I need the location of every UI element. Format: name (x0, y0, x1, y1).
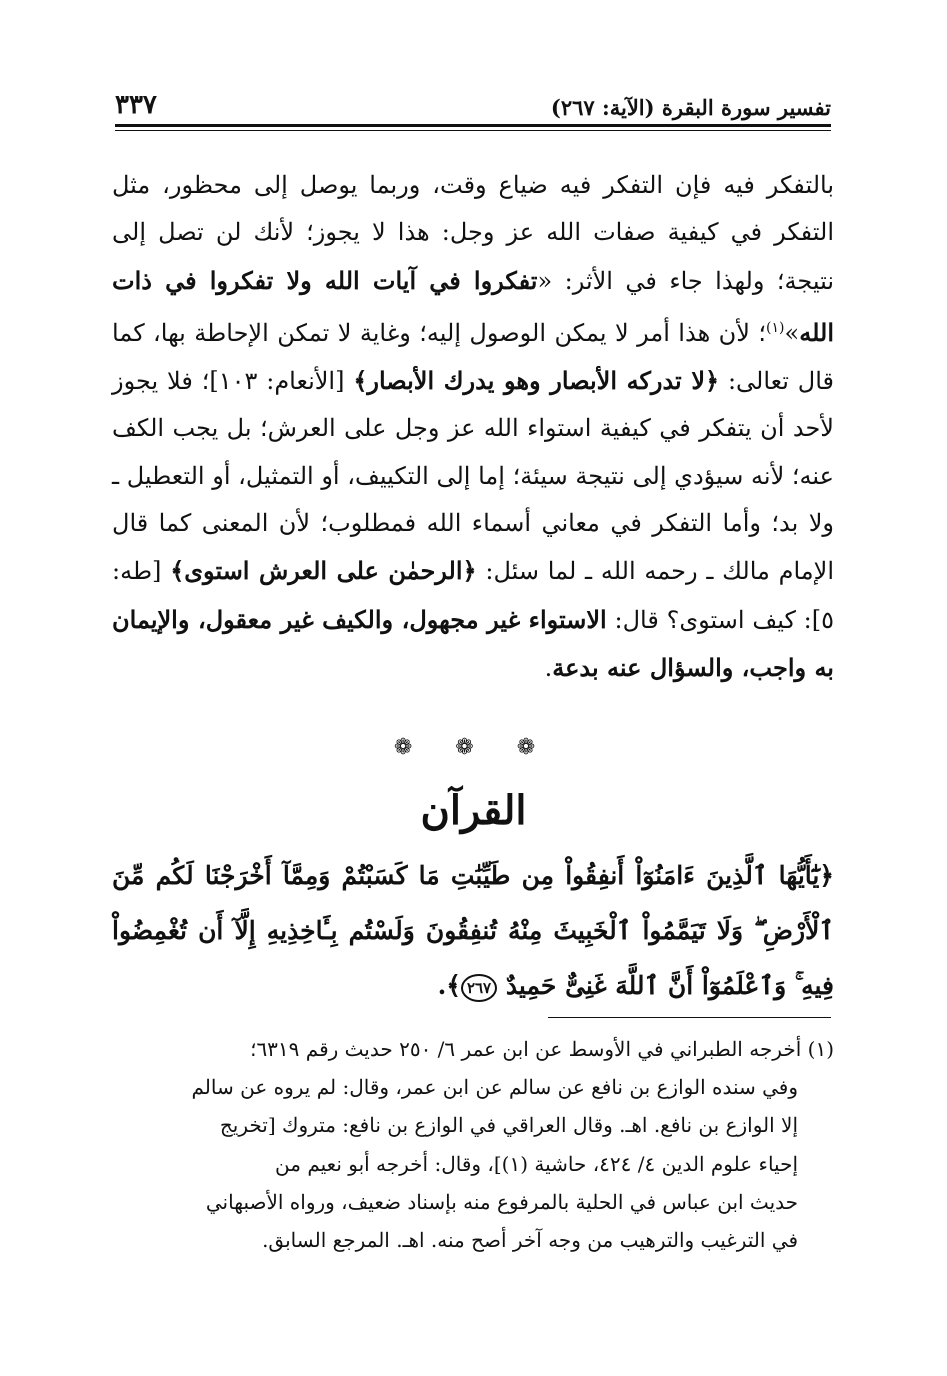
text-run: » (784, 318, 800, 347)
text-run: [الأنعام: ١٠٣]؛ فلا يجوز لأحد أن يتفكر في كيفية استواء الله عز وجل على العرش؛ بل يجب الكف عنه؛ لأنه سيؤدي إلى نتيجة سيئة؛ إما إلى التكييف، أو التمثيل، أو التعطيل ـ ولا بد؛ وأما التفكر في معاني أسماء الله فمطلوب؛ لأن المعنى كما قال الإمام مالك ـ رحمه الله ـ لما سئل: (112, 367, 835, 586)
quran-verse (112, 848, 834, 1013)
footnote-line: في الترغيب والترهيب من وجه آخر أصح منه. اهـ. المرجع السابق. (262, 1228, 798, 1253)
section-heading: القرآن (420, 787, 527, 834)
ayah-number-marker: ٢٦٧ (461, 974, 497, 1002)
footnotes (112, 1030, 834, 1259)
verse-quote-anam: ﴿لا تدركه الأبصار وهو يدرك الأبصار﴾ (353, 366, 720, 396)
verse-close: ﴾. (437, 971, 461, 1000)
page-header (115, 80, 831, 120)
header-rule (115, 124, 831, 127)
section-separator: ❁ ❁ ❁ (393, 735, 554, 760)
verse-text: ﴿يَٰٓأَيُّهَا ٱلَّذِينَ ءَامَنُوٓاْ أَنفِقُواْ مِن طَيِّبَٰتِ مَا كَسَبْتُمْ وَمِمَّآ أَخْرَجْنَا لَكُم مِّنَ ٱلْأَرْضِ ۖ وَلَا تَيَمَّمُواْ ٱلْخَبِيثَ مِنْهُ تُنفِقُونَ وَلَسْتُم بِـَٔاخِذِيهِ إِلَّآ أَن تُغْمِضُواْ فِيهِ ۚ وَٱعْلَمُوٓاْ أَنَّ ٱللَّهَ غَنِىٌّ حَمِيدٌ (112, 861, 834, 1000)
text-run: . (544, 653, 553, 682)
footnote-reference: (١) (766, 319, 785, 336)
text-run: بالتفكر فيه فإن التفكر فيه ضياع وقت، وربما يوصل إلى محظور، مثل التفكر في كيفية صفات الله عز وجل: هذا لا يجوز؛ لأنك لن تصل إلى نتيجة؛ ولهذا جاء في الأثر: « (112, 171, 835, 295)
footnote-line: إلا الوازع بن نافع. اهـ. وقال العراقي في الوازع بن نافع: متروك [تخريج (219, 1113, 798, 1138)
footnote-rule (548, 1017, 831, 1018)
malik-quote: الاستواء غير مجهول، والكيف غير معقول، والإيمان به واجب، والسؤال عنه بدعة (112, 604, 834, 682)
header-rule-thin (115, 130, 831, 131)
commentary-paragraph (112, 162, 834, 692)
text-run: ؛ لأن هذا أمر لا يمكن الوصول إليه؛ وغاية لا تمكن الإحاطة بها، كما قال تعالى: (112, 318, 835, 396)
footnote-line: إحياء علوم الدين ٤/ ٤٢٤، حاشية (١)]، وقال: أخرجه أبو نعيم من (275, 1151, 798, 1176)
text-run: [طه: ٥]: كيف استوى؟ قال: (112, 557, 834, 634)
page-number: ٣٣٧ (115, 90, 157, 120)
footnote-line: وفي سنده الوازع بن نافع عن سالم عن ابن عمر، وقال: لم يروه عن سالم (191, 1075, 798, 1100)
footnote-line: حديث ابن عباس في الحلية بالمرفوع منه بإسناد ضعيف، ورواه الأصبهاني (205, 1189, 798, 1214)
running-title: تفسير سورة البقرة (الآية: ٢٦٧) (550, 95, 831, 120)
athar-quote: تفكروا في آيات الله ولا تفكروا في ذات الله (112, 265, 834, 347)
footnote-line: (١) أخرجه الطبراني في الأوسط عن ابن عمر ٦/ ٢٥٠ حديث رقم ٦٣١٩؛ (250, 1037, 834, 1061)
verse-quote-taha: ﴿الرحمٰن على العرش استوى﴾ (170, 556, 477, 586)
